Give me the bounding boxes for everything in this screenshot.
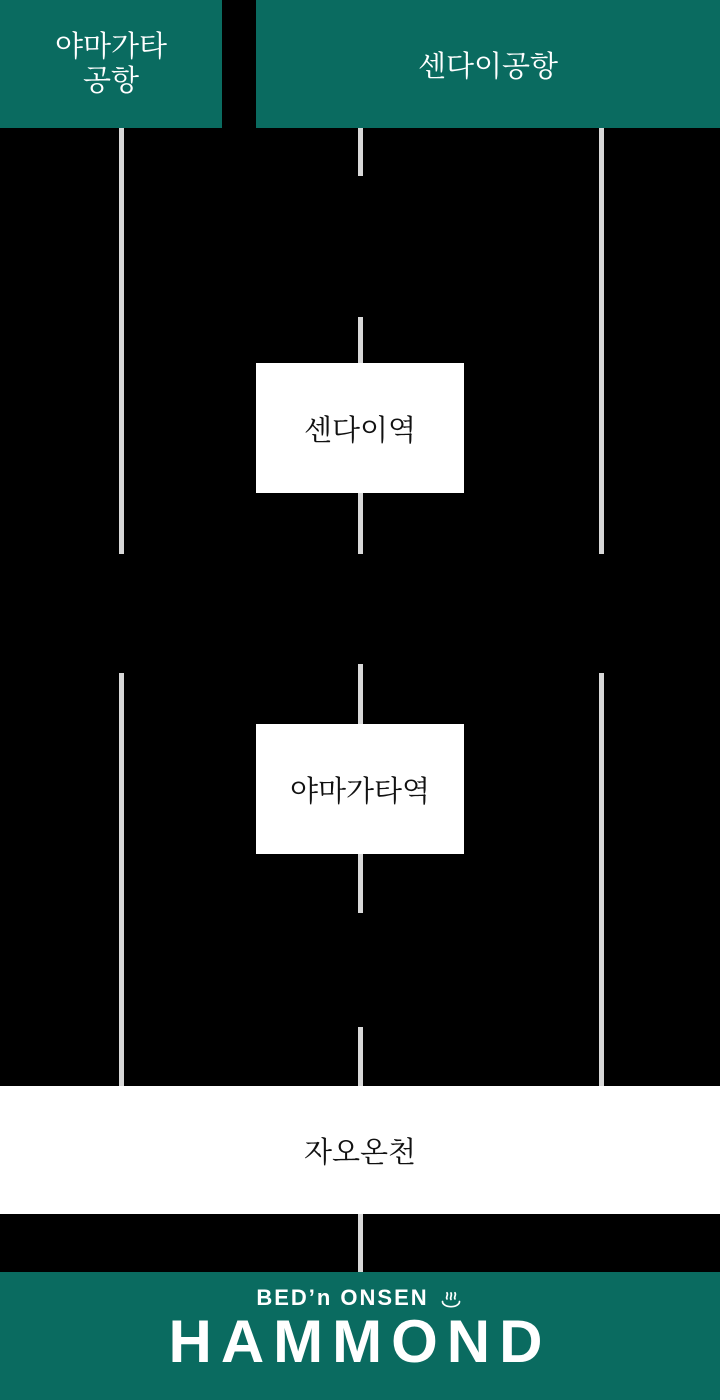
route-line-left-upper (119, 128, 124, 554)
node-yamagata-station (256, 724, 464, 854)
brand-name: HAMMOND (168, 1308, 552, 1375)
onsen-icon (438, 1288, 464, 1310)
node-sendai-station (256, 363, 464, 493)
node-zao-onsen (0, 1086, 720, 1214)
footer-brand (0, 1272, 720, 1400)
yamagata-station-label: 야마가타역 (289, 775, 431, 808)
route-line-center-seg1 (358, 128, 363, 176)
yamagata-airport-label (55, 30, 167, 98)
brand-tagline: BED’n ONSEN (256, 1285, 429, 1310)
node-sendai-airport (256, 0, 720, 128)
yamagata-airport-line1: 야마가타 (54, 31, 168, 63)
sendai-station-label: 센다이역 (303, 414, 417, 447)
sendai-airport-label: 센다이공항 (417, 50, 559, 83)
route-line-center-seg5 (358, 1214, 363, 1272)
node-yamagata-airport (0, 0, 222, 128)
route-line-left-lower (119, 673, 124, 1086)
route-line-center-seg4 (358, 1027, 363, 1086)
route-line-right-upper (599, 128, 604, 554)
route-line-right-lower (599, 673, 604, 1086)
yamagata-airport-line2: 공항 (82, 65, 140, 97)
zao-onsen-label: 자오온천 (303, 1136, 417, 1169)
